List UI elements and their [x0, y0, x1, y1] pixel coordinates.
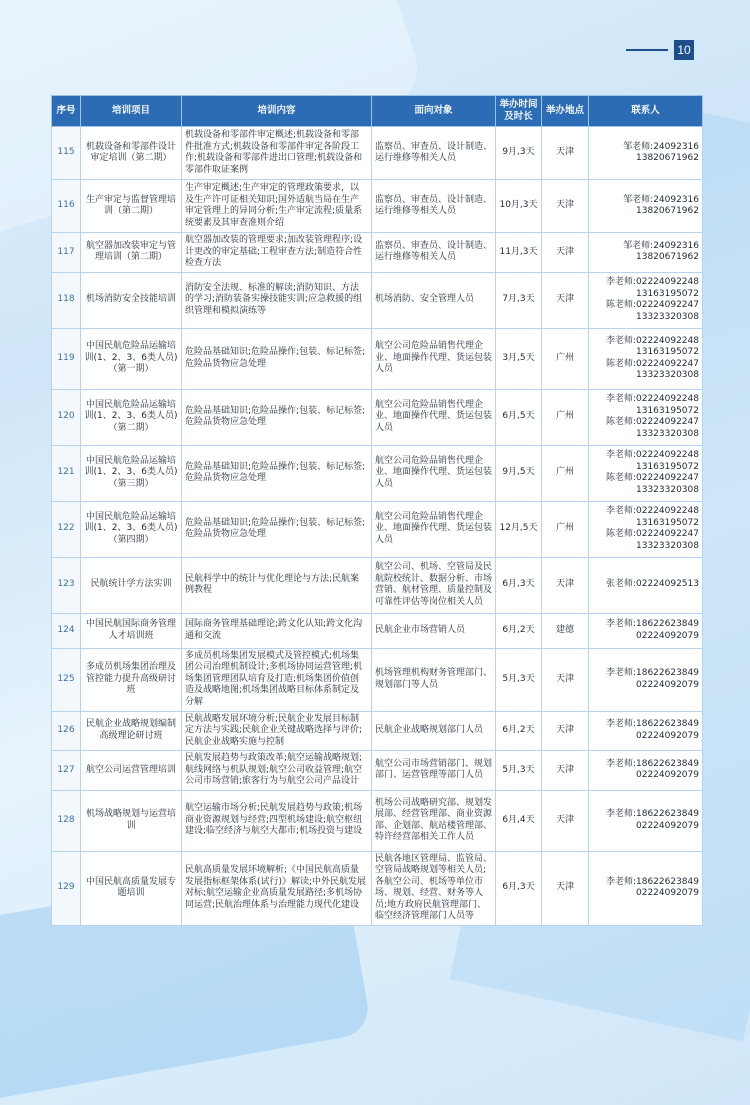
row-content: 民航科学中的统计与优化理论与方法;民航案例教程	[182, 557, 372, 613]
row-audience: 航空公司危险品销售代理企业、地面操作代理、货运包装人员	[372, 389, 496, 445]
row-time: 6月,2天	[496, 711, 542, 751]
header-contact: 联系人	[589, 96, 703, 127]
table-row	[52, 445, 703, 501]
row-seq: 123	[52, 557, 81, 613]
row-contact: 李老师:02224092248 13163195072 陈老师:02224092247 13323320308	[589, 272, 703, 328]
row-project: 中国民航危险品运输培训(1、2、3、6类人员)（第四期）	[81, 501, 182, 557]
row-seq: 129	[52, 851, 81, 925]
row-seq: 126	[52, 711, 81, 751]
row-content: 危险品基础知识;危险品操作;包装、标记标签;危险品货物应急处理	[182, 445, 372, 501]
row-audience: 监察员、审查员、设计制造、运行维修等相关人员	[372, 180, 496, 233]
row-contact: 邹老师:24092316 13820671962	[589, 180, 703, 233]
row-time: 9月,5天	[496, 445, 542, 501]
row-content: 航空运输市场分析;民航发展趋势与政策;机场商业资源规划与经营;四型机场建设;航空枢纽建设;临空经济与航空大都市;机场投资与建设	[182, 790, 372, 851]
table-row	[52, 751, 703, 791]
row-content: 危险品基础知识;危险品操作;包装、标记标签;危险品货物应急处理	[182, 389, 372, 445]
table-row	[52, 328, 703, 389]
row-contact: 李老师:02224092248 13163195072 陈老师:02224092247 13323320308	[589, 445, 703, 501]
row-place: 天津	[542, 180, 589, 233]
table-header-row	[52, 96, 703, 127]
row-content: 多成员机场集团发展模式及管控模式;机场集团公司治理机制设计;多机场协同运营管理;机场集团管理团队培育及打造;机场集团价值创造及战略地图;机场集团战略目标体系制定及分解	[182, 648, 372, 711]
row-content: 民航高质量发展环境解析;《中国民航高质量发展指标框架体系(试行)》解读;中外民航发展对标;航空运输企业高质量发展路径;多机场协同运营;民航治理体系与治理能力现代化建设	[182, 851, 372, 925]
table-row	[52, 648, 703, 711]
row-seq: 124	[52, 613, 81, 648]
row-content: 国际商务管理基础理论;跨文化认知;跨文化沟通和交流	[182, 613, 372, 648]
row-place: 天津	[542, 557, 589, 613]
row-project: 多成员机场集团治理及管控能力提升高级研讨班	[81, 648, 182, 711]
row-audience: 机场消防、安全管理人员	[372, 272, 496, 328]
table-row	[52, 790, 703, 851]
row-contact: 邹老师:24092316 13820671962	[589, 233, 703, 273]
row-project: 航空公司运营管理培训	[81, 751, 182, 791]
row-place: 天津	[542, 751, 589, 791]
row-project: 民航企业战略规划编制高级理论研讨班	[81, 711, 182, 751]
row-project: 中国民航危险品运输培训(1、2、3、6类人员)（第二期）	[81, 389, 182, 445]
row-audience: 航空公司危险品销售代理企业、地面操作代理、货运包装人员	[372, 328, 496, 389]
row-place: 天津	[542, 648, 589, 711]
table-row	[52, 233, 703, 273]
row-audience: 监察员、审查员、设计制造、运行维修等相关人员	[372, 233, 496, 273]
row-place: 广州	[542, 328, 589, 389]
page-number: 10	[674, 40, 694, 60]
row-contact: 李老师:18622623849 02224092079	[589, 648, 703, 711]
row-seq: 116	[52, 180, 81, 233]
row-time: 6月,2天	[496, 613, 542, 648]
row-place: 广州	[542, 445, 589, 501]
row-content: 消防安全法规、标准的解读;消防知识、方法的学习;消防装备实操技能实训;应急救援的组织管理和模拟演练等	[182, 272, 372, 328]
row-contact: 李老师:18622623849 02224092079	[589, 711, 703, 751]
table-row	[52, 613, 703, 648]
header-audience: 面向对象	[372, 96, 496, 127]
row-audience: 机场公司战略研究部、规划发展部、经营管理部、商业资源部、企划部、航站楼管理部、特许经营部相关工作人员	[372, 790, 496, 851]
table-row	[52, 127, 703, 180]
table-row	[52, 389, 703, 445]
row-project: 中国民航危险品运输培训(1、2、3、6类人员)（第三期）	[81, 445, 182, 501]
header-seq: 序号	[52, 96, 81, 127]
row-contact: 李老师:18622623849 02224092079	[589, 790, 703, 851]
row-audience: 航空公司市场营销部门、规划部门、运营管理等部门人员	[372, 751, 496, 791]
row-seq: 127	[52, 751, 81, 791]
row-project: 生产审定与监督管理培训（第二期）	[81, 180, 182, 233]
row-content: 航空器加改装的管理要求;加改装管理程序;设计更改的审定基础;工程审查方法;制造符合性检查方法	[182, 233, 372, 273]
row-seq: 117	[52, 233, 81, 273]
row-contact: 李老师:18622623849 02224092079	[589, 613, 703, 648]
header-content: 培训内容	[182, 96, 372, 127]
row-project: 机载设备和零部件设计审定培训（第二期）	[81, 127, 182, 180]
row-audience: 航空公司危险品销售代理企业、地面操作代理、货运包装人员	[372, 445, 496, 501]
row-time: 6月,3天	[496, 557, 542, 613]
row-audience: 民航各地区管理局、监管局、空管局战略规划等相关人员;各航空公司、机场等单位市场、规划、经营、财务等人员;地方政府民航管理部门、临空经济管理部门人员等	[372, 851, 496, 925]
row-seq: 128	[52, 790, 81, 851]
row-seq: 121	[52, 445, 81, 501]
row-audience: 民航企业战略规划部门人员	[372, 711, 496, 751]
row-content: 民航发展趋势与政策改革;航空运输战略规划;航线网络与机队规划;航空公司收益管理;航空公司市场营销;旅客行为与航空公司产品设计	[182, 751, 372, 791]
row-contact: 张老师:02224092513	[589, 557, 703, 613]
page-number-line	[626, 49, 668, 51]
row-content: 机载设备和零部件审定概述;机载设备和零部件批准方式;机载设备和零部件审定各阶段工作;机载设备和零部件进出口管理;机载设备和零部件取证案例	[182, 127, 372, 180]
row-contact: 李老师:18622623849 02224092079	[589, 751, 703, 791]
row-content: 危险品基础知识;危险品操作;包装、标记标签;危险品货物应急处理	[182, 501, 372, 557]
row-audience: 机场管理机构财务管理部门、规划部门等人员	[372, 648, 496, 711]
row-project: 中国民航危险品运输培训(1、2、3、6类人员)（第一期）	[81, 328, 182, 389]
row-time: 6月,3天	[496, 851, 542, 925]
table-row	[52, 851, 703, 925]
page-number-marker	[626, 40, 694, 60]
row-content: 生产审定概述;生产审定的管理政策要求，以及生产许可证相关知识;国外适航当局在生产审定管理上的异同分析;生产审定流程;质量系统要素及其审查准则介绍	[182, 180, 372, 233]
row-time: 5月,3天	[496, 648, 542, 711]
row-time: 9月,3天	[496, 127, 542, 180]
row-project: 机场消防安全技能培训	[81, 272, 182, 328]
table-row	[52, 557, 703, 613]
row-place: 广州	[542, 501, 589, 557]
row-seq: 118	[52, 272, 81, 328]
row-project: 民航统计学方法实训	[81, 557, 182, 613]
row-time: 12月,5天	[496, 501, 542, 557]
row-seq: 120	[52, 389, 81, 445]
row-time: 6月,4天	[496, 790, 542, 851]
row-audience: 监察员、审查员、设计制造、运行维修等相关人员	[372, 127, 496, 180]
row-seq: 119	[52, 328, 81, 389]
row-time: 10月,3天	[496, 180, 542, 233]
row-place: 天津	[542, 233, 589, 273]
row-content: 危险品基础知识;危险品操作;包装、标记标签;危险品货物应急处理	[182, 328, 372, 389]
row-contact: 邹老师:24092316 13820671962	[589, 127, 703, 180]
training-schedule-table	[51, 95, 703, 926]
row-place: 天津	[542, 711, 589, 751]
row-audience: 航空公司危险品销售代理企业、地面操作代理、货运包装人员	[372, 501, 496, 557]
header-time: 举办时间及时长	[496, 96, 542, 127]
row-project: 航空器加改装审定与管理培训（第二期）	[81, 233, 182, 273]
row-time: 6月,5天	[496, 389, 542, 445]
row-time: 3月,5天	[496, 328, 542, 389]
row-place: 天津	[542, 851, 589, 925]
row-contact: 李老师:02224092248 13163195072 陈老师:02224092247 13323320308	[589, 389, 703, 445]
table-row	[52, 711, 703, 751]
row-place: 广州	[542, 389, 589, 445]
row-place: 建德	[542, 613, 589, 648]
table-row	[52, 180, 703, 233]
row-content: 民航战略发展环境分析;民航企业发展目标制定方法与实践;民航企业关键战略选择与评价;民航企业战略实施与控制	[182, 711, 372, 751]
row-seq: 115	[52, 127, 81, 180]
row-time: 11月,3天	[496, 233, 542, 273]
table-body	[52, 127, 703, 926]
row-project: 机场战略规划与运营培训	[81, 790, 182, 851]
row-time: 5月,3天	[496, 751, 542, 791]
row-contact: 李老师:02224092248 13163195072 陈老师:02224092247 13323320308	[589, 328, 703, 389]
table-row	[52, 272, 703, 328]
row-place: 天津	[542, 790, 589, 851]
table-row	[52, 501, 703, 557]
row-project: 中国民航高质量发展专题培训	[81, 851, 182, 925]
row-seq: 125	[52, 648, 81, 711]
row-contact: 李老师:18622623849 02224092079	[589, 851, 703, 925]
row-project: 中国民航国际商务管理人才培训班	[81, 613, 182, 648]
row-time: 7月,3天	[496, 272, 542, 328]
header-project: 培训项目	[81, 96, 182, 127]
row-place: 天津	[542, 272, 589, 328]
row-place: 天津	[542, 127, 589, 180]
header-place: 举办地点	[542, 96, 589, 127]
row-seq: 122	[52, 501, 81, 557]
row-audience: 航空公司、机场、空管局及民航院校统计、数据分析、市场营销、航材管理、质量控制及可靠性评估等岗位相关人员	[372, 557, 496, 613]
row-audience: 民航企业市场营销人员	[372, 613, 496, 648]
row-contact: 李老师:02224092248 13163195072 陈老师:02224092247 13323320308	[589, 501, 703, 557]
